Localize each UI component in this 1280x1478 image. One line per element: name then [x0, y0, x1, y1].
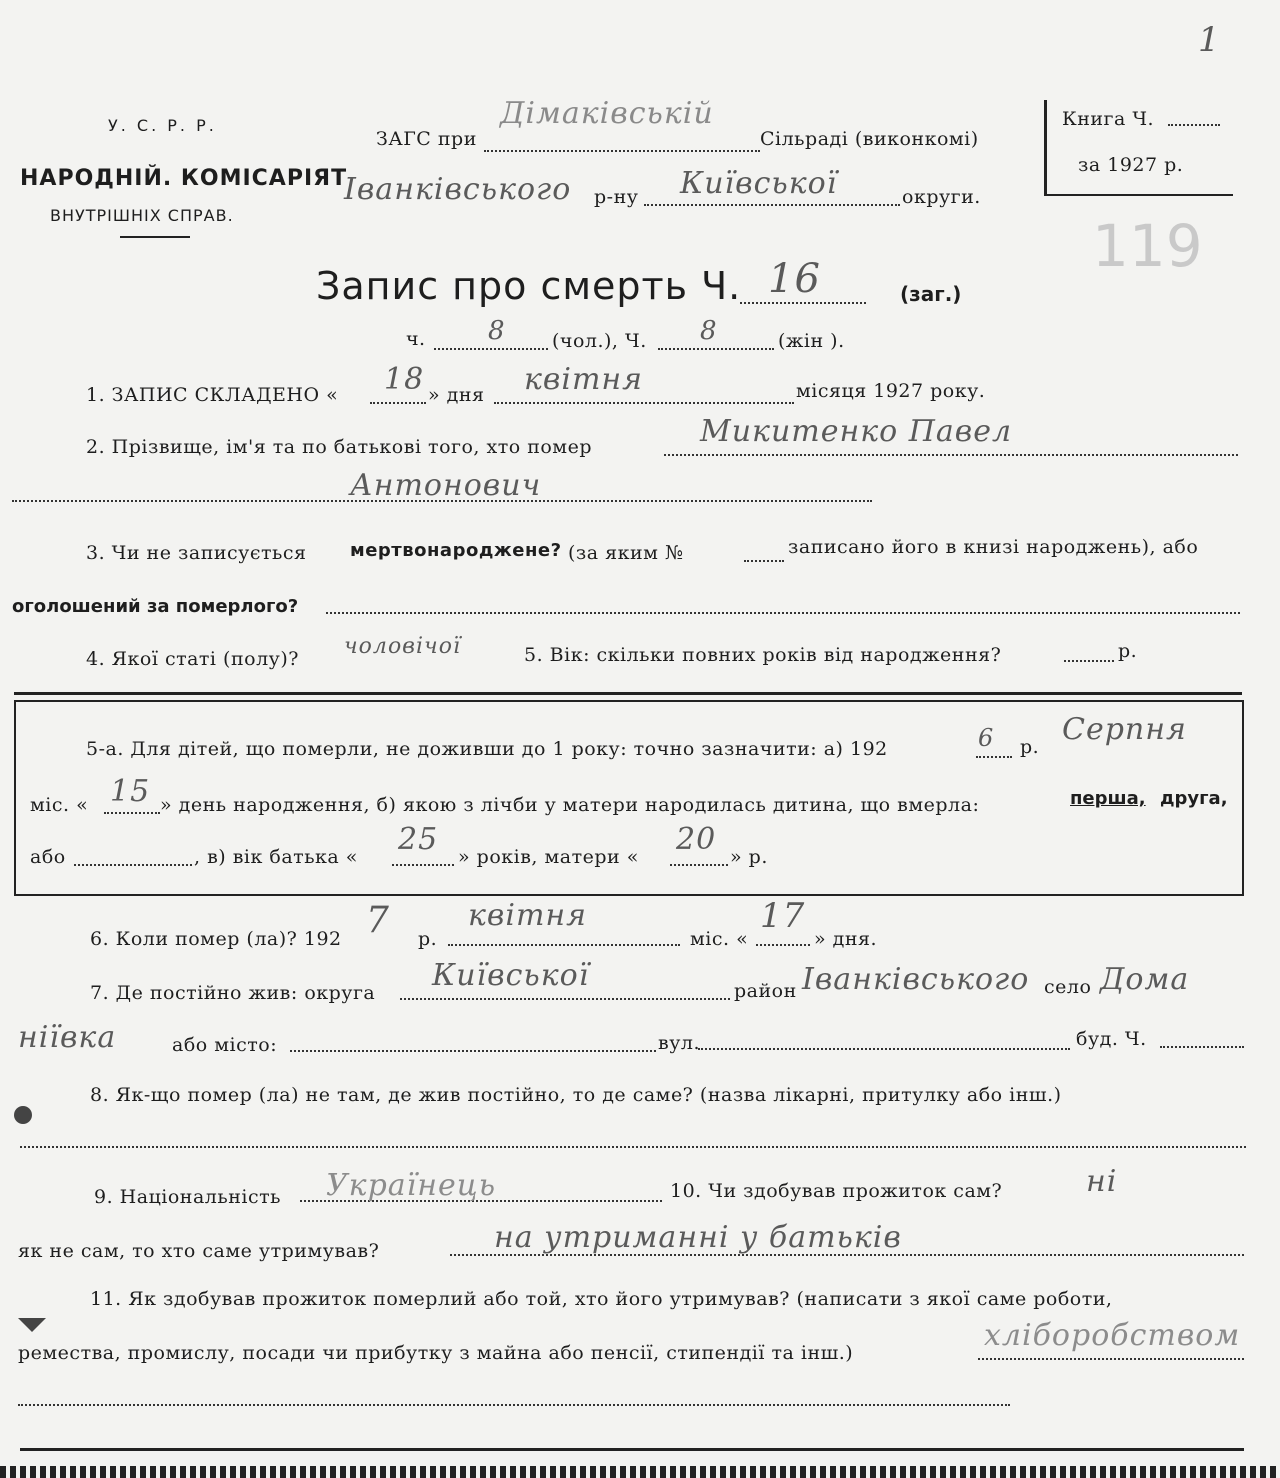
f1-day: 18 [384, 362, 425, 397]
header-underline [120, 236, 190, 238]
hole-punch-2 [18, 1318, 46, 1332]
f7-rayon: район [734, 980, 797, 1002]
f5a-line3b: » років, матери « [458, 846, 639, 868]
f11-line1: 11. Як здобував прожиток померлий або той, хто його утримував? (написати з якої саме роботи, [90, 1288, 1113, 1310]
female-dotline [658, 348, 774, 350]
f6-month: квітня [468, 898, 588, 933]
f11-occupation: хліборобством [984, 1318, 1241, 1353]
f5a-month: Серпня [1062, 712, 1187, 747]
zags-dotline [484, 150, 760, 152]
f4-label: 4. Якої статі (полу)? [86, 648, 299, 670]
book-dotline [1168, 124, 1220, 126]
f11-dotline [978, 1358, 1244, 1360]
title-suffix: (заг.) [900, 282, 962, 306]
f5a-father-dotline [392, 864, 454, 866]
bottom-rule [20, 1448, 1244, 1451]
district-label: р-ну [594, 186, 639, 208]
okrug-dotline [644, 204, 900, 206]
f1-month: квітня [524, 362, 644, 397]
f2-name-line1: Микитенко Павел [700, 414, 1013, 449]
f5a-line2: » день народження, б) якою з лічби у матери народилась дитина, що вмерла: [160, 794, 980, 816]
f7-label: 7. Де постійно жив: округа [90, 982, 376, 1004]
f7-misto-dotline [290, 1050, 656, 1052]
f7-bud: буд. Ч. [1076, 1028, 1147, 1050]
f3-dotline-2 [326, 612, 1240, 614]
f10-label: 10. Чи здобував прожиток сам? [670, 1180, 1003, 1202]
f3-label-c: записано його в книзі народжень), або [788, 536, 1199, 558]
f7-vul-dotline [698, 1048, 1070, 1050]
male-count: 8 [488, 316, 506, 346]
book-label: Книга Ч. [1062, 108, 1155, 130]
f6-month-dotline [448, 944, 680, 946]
f5-unit: р. [1118, 640, 1138, 662]
f3-line2: оголошений за померлого? [12, 596, 299, 617]
male-dotline [434, 348, 548, 350]
f7-misto: або місто: [172, 1034, 278, 1056]
f1-day-dotline [370, 402, 426, 404]
title-number: 16 [768, 256, 821, 302]
f11-dotline-2 [18, 1404, 1010, 1406]
f2-name-line2: Антонович [350, 468, 542, 503]
f7-vul: вул. [658, 1032, 700, 1054]
okrug-label: округи. [902, 186, 981, 208]
f6-r: р. [418, 928, 438, 950]
f9-label: 9. Національність [94, 1186, 281, 1208]
f6-suffix: » дня. [814, 928, 878, 950]
f8-label: 8. Як-що помер (ла) не там, де жив постійно, то де саме? (назва лікарні, притулку або інш.) [90, 1084, 1062, 1106]
district-handwriting: Іванківського [344, 172, 572, 207]
f7-okrug-dotline [400, 998, 730, 1000]
f5a-first: перша, [1070, 788, 1146, 809]
f5a-mis: міс. « [30, 794, 89, 816]
zags-suffix: Сільраді (виконкомі) [760, 128, 979, 150]
f5-dotline [1064, 660, 1114, 662]
zags-prefix: ЗАГС при [376, 128, 477, 150]
f5a-line3a: , в) вік батька « [194, 846, 358, 868]
okrug-handwriting: Київської [680, 166, 838, 201]
f6-day: 17 [760, 896, 806, 936]
f5a-father-age: 25 [398, 822, 439, 857]
record-title: Запис про смерть Ч. [316, 264, 742, 308]
f7-rayon-value: Іванківського [802, 962, 1030, 997]
f5a-day: 15 [110, 774, 151, 809]
book-year: за 1927 р. [1078, 154, 1184, 176]
f9-nationality: Українець [326, 1168, 497, 1203]
f7-selo-value: Дома [1100, 962, 1190, 997]
f5-label: 5. Вік: скільки повних років від народження? [524, 644, 1002, 666]
f3-label-a: 3. Чи не записується [86, 542, 307, 564]
title-dotline [740, 302, 866, 304]
f11-line2: ремества, промислу, посади чи прибутку з майна або пенсії, стипендії та інш.) [18, 1342, 854, 1364]
f5a-line3c: » р. [730, 846, 768, 868]
f4-sex: чоловічої [344, 634, 461, 659]
f7-bud-dotline [1160, 1046, 1244, 1048]
zags-handwriting: Дімаківській [500, 96, 714, 131]
f1-suffix: місяця 1927 року. [796, 380, 986, 402]
hole-punch-1 [14, 1106, 32, 1124]
f3-number-dotline [744, 560, 784, 562]
f6-year: 7 [366, 900, 390, 941]
f3-label-b: (за яким № [568, 542, 684, 564]
page-edge [0, 1466, 1280, 1478]
f10-line2: як не сам, то хто саме утримував? [18, 1240, 380, 1262]
f5a-abo: або [30, 846, 66, 868]
internal-affairs-label: ВНУТРІШНІХ СПРАВ. [50, 206, 234, 225]
f2-label: 2. Прізвище, ім'я та по батькові того, хто помер [86, 436, 592, 458]
f5a-second: друга, [1160, 788, 1228, 809]
sub-ch: ч. [406, 328, 426, 350]
f5a-r: р. [1020, 736, 1040, 758]
f1-month-dotline [494, 402, 794, 404]
f5a-line1: 5-а. Для дітей, що померли, не доживши до 1 року: точно зазначити: а) 192 [86, 738, 888, 760]
f2-dotline-1 [664, 454, 1238, 456]
f6-day-dotline [756, 944, 810, 946]
f6-mis: міс. « [690, 928, 749, 950]
f6-label: 6. Коли помер (ла)? 192 [90, 928, 342, 950]
corner-number: 1 [1198, 20, 1221, 60]
female-label: (жін ). [778, 330, 845, 352]
f5a-year: 6 [978, 724, 995, 752]
commissariat-title: НАРОДНІЙ. КОМІСАРІЯТ [20, 166, 348, 191]
f5a-day-dotline [104, 812, 160, 814]
f10-supporter: на утриманні у батьків [494, 1220, 902, 1255]
f3-stillborn: мертвонароджене? [350, 540, 562, 561]
section-divider [14, 692, 1242, 695]
f5a-mother-dotline [670, 864, 728, 866]
male-label: (чол.), Ч. [552, 330, 647, 352]
f5a-mother-age: 20 [676, 822, 717, 857]
female-count: 8 [700, 316, 718, 346]
side-number: 119 [1092, 212, 1203, 280]
ussr-label: У. С. Р. Р. [108, 116, 217, 135]
f10-self: ні [1086, 1164, 1118, 1199]
f8-dotline [20, 1146, 1246, 1148]
f1-prefix: 1. ЗАПИС СКЛАДЕНО « [86, 384, 339, 406]
f7-selo: село [1044, 976, 1092, 998]
f7-selo-value-cont: ніївка [18, 1020, 117, 1055]
f5a-abo-dotline [74, 864, 192, 866]
f1-mid: » дня [428, 384, 485, 406]
f7-okrug: Київської [432, 958, 590, 993]
f5a-year-dotline [976, 756, 1012, 758]
